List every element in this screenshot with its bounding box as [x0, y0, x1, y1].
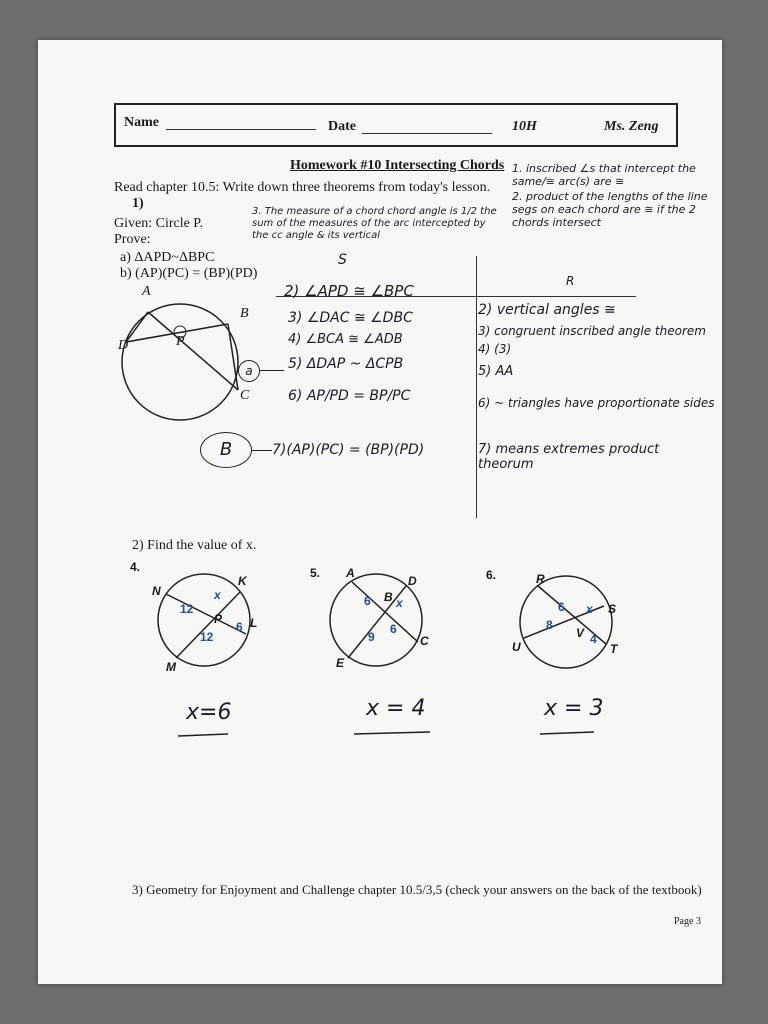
statement-7: 7)(AP)(PC) = (BP)(PD) — [272, 442, 425, 458]
fig4-value-x: x — [214, 588, 221, 602]
page-number: Page 3 — [674, 916, 701, 927]
fig6-label-t: T — [610, 642, 618, 656]
name-label: Name — [124, 115, 159, 130]
problem-3: 3) Geometry for Enjoyment and Challenge chapter 10.5/3,5 (check your answers on the back of the textbook) — [132, 882, 702, 897]
statements-header: S — [338, 252, 347, 268]
fig4-label-k: K — [238, 574, 247, 588]
fig6-answer: x = 3 — [544, 696, 604, 721]
fig1-label-b: B — [240, 306, 249, 321]
fig5-label-d: D — [408, 574, 417, 588]
circled-b-label: B — [200, 432, 252, 468]
fig4-value-2: 6 — [236, 620, 243, 634]
fig6-value-3: 4 — [590, 632, 597, 646]
fig5-value-3: 9 — [368, 630, 375, 644]
prove-text: Prove: — [114, 232, 151, 247]
fig6-label-v: V — [576, 626, 585, 640]
fig4-number: 4. — [130, 560, 141, 574]
fig5-value-1: 6 — [364, 594, 371, 608]
theorem-1: 1. inscribed ∠s that intercept the same/≅ arc(s) are ≅ — [512, 162, 696, 188]
problem-2-prompt: 2) Find the value of x. — [132, 538, 257, 553]
fig4-value-3: 12 — [200, 630, 214, 644]
fig4-label-m: M — [166, 660, 176, 674]
fig4-label-p: P — [214, 612, 223, 626]
fig6-label-u: U — [512, 640, 521, 654]
fig5-value-x: x — [396, 596, 403, 610]
part-b: b) (AP)(PC) = (BP)(PD) — [120, 266, 258, 281]
date-label: Date — [328, 119, 356, 134]
fig4-label-l: L — [250, 616, 258, 630]
fig5-label-e: E — [336, 656, 345, 670]
reason-3: 3) congruent inscribed angle theorem — [478, 324, 706, 338]
reason-5: 5) AA — [478, 364, 514, 379]
statement-6: 6) AP/PD = BP/PC — [288, 388, 411, 404]
statement-5: 5) ΔDAP ~ ΔCPB — [288, 356, 404, 372]
fig4-value-1: 12 — [180, 602, 194, 616]
circled-a-label: a — [238, 360, 260, 382]
fig4-label-n: N — [152, 584, 161, 598]
fig5-number: 5. — [310, 566, 321, 580]
statement-2: 2) ∠APD ≅ ∠BPC — [284, 282, 414, 300]
fig5-label-c: C — [420, 634, 429, 648]
fig1-label-c: C — [240, 388, 250, 403]
fig1-label-p: P — [176, 334, 185, 349]
fig6-label-s: S — [608, 602, 617, 616]
fig6-value-2: 8 — [546, 618, 553, 632]
teacher-label: Ms. Zeng — [604, 119, 659, 134]
instructions: Read chapter 10.5: Write down three theorems from today's lesson. — [114, 180, 491, 195]
fig6-number: 6. — [486, 568, 497, 582]
fig1-label-a: A — [142, 284, 151, 299]
theorem-3: 3. The measure of a chord chord angle is 1/2 the sum of the measures of the arc intercepted by the cc angle & its vertical — [252, 206, 497, 241]
reason-2: 2) vertical angles ≅ — [478, 302, 616, 318]
worksheet-page — [38, 40, 722, 984]
reasons-header: R — [566, 274, 575, 288]
statement-3: 3) ∠DAC ≅ ∠DBC — [288, 310, 413, 326]
fig5-label-b: B — [384, 590, 393, 604]
theorem-2: 2. product of the lengths of the line segs on each chord are ≅ if the 2 chords intersect — [512, 190, 708, 229]
fig6-label-r: R — [536, 572, 545, 586]
figures-problem-2 — [38, 40, 722, 984]
fig4-answer: x=6 — [186, 700, 232, 725]
page-title: Homework #10 Intersecting Chords — [290, 158, 505, 173]
fig1-label-d: D — [118, 338, 129, 353]
reason-6: 6) ~ triangles have proportionate sides — [478, 396, 715, 410]
fig6-value-x: x — [586, 602, 593, 616]
fig6-value-1: 6 — [558, 600, 565, 614]
reason-4: 4) (3) — [478, 342, 512, 356]
fig5-label-a: A — [346, 566, 355, 580]
reason-7: 7) means extremes product theorum — [478, 442, 660, 472]
class-label: 10H — [512, 119, 537, 134]
problem-1-number: 1) — [132, 196, 144, 211]
part-a: a) ΔAPD~ΔBPC — [120, 250, 215, 265]
statement-4: 4) ∠BCA ≅ ∠ADB — [288, 332, 403, 347]
given-text: Given: Circle P. — [114, 216, 204, 231]
fig5-answer: x = 4 — [366, 696, 426, 721]
fig5-value-2: 6 — [390, 622, 397, 636]
